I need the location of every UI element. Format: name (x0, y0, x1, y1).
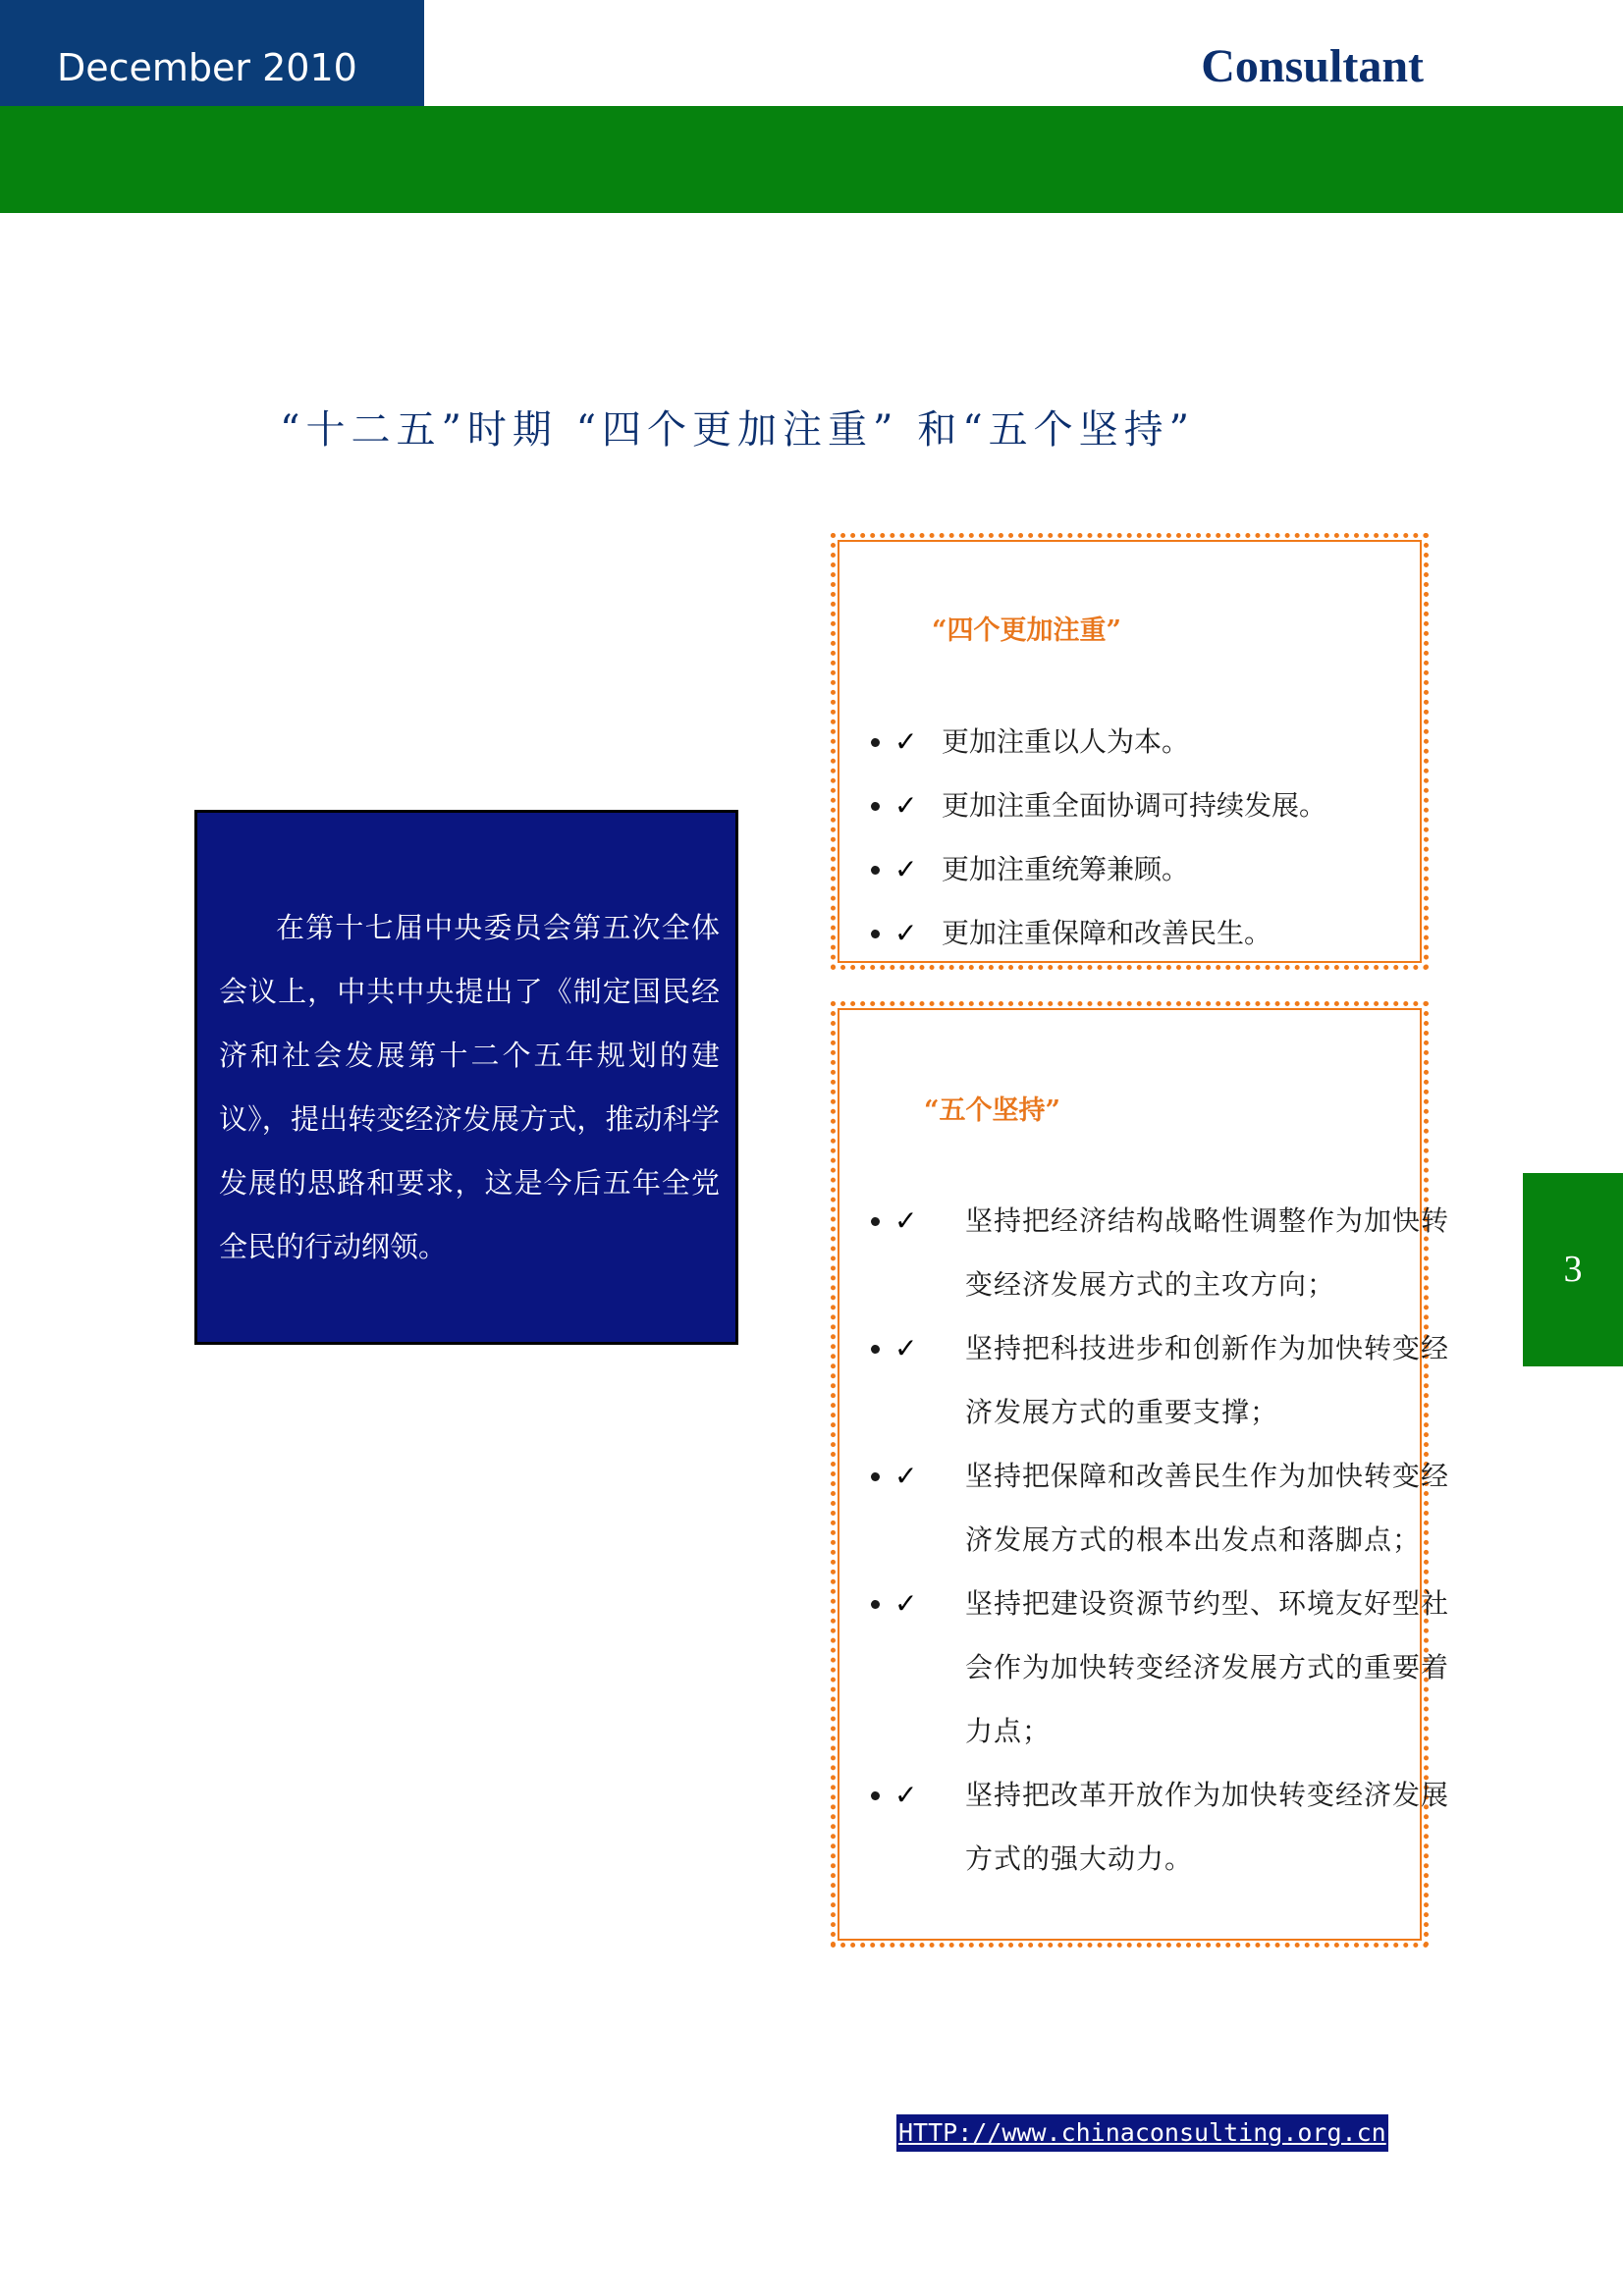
magazine-brand: Consultant (1201, 40, 1424, 92)
header-date: December 2010 (0, 0, 424, 106)
list-item (894, 786, 1444, 850)
list-item (894, 1572, 1449, 1763)
header-green-band (0, 106, 1623, 213)
page-title: “十二五”时期 “四个更加注重” 和“五个坚持” (280, 407, 1196, 453)
list-item-text: 坚持把经济结构战略性调整作为加快转变经济发展方式的主攻方向； (965, 1204, 1450, 1301)
list-item (894, 722, 1444, 786)
list-item-text: 更加注重以人为本。 (942, 725, 1190, 758)
checkmark-icon: • ✓ (894, 789, 918, 822)
four-emphases-panel (831, 533, 1429, 970)
list-item (894, 1763, 1449, 1891)
list-item-text: 坚持把保障和改善民生作为加快转变经济发展方式的根本出发点和落脚点； (965, 1460, 1450, 1556)
list-item (894, 1316, 1449, 1444)
list-item-text: 坚持把建设资源节约型、环境友好型社会作为加快转变经济发展方式的重要着力点； (965, 1587, 1450, 1747)
checkmark-icon: • ✓ (894, 1779, 919, 1811)
list-item (894, 1444, 1449, 1572)
list-item (894, 1189, 1449, 1316)
list-item-text: 坚持把科技进步和创新作为加快转变经济发展方式的重要支撑； (965, 1332, 1450, 1428)
list-item-text: 更加注重保障和改善民生。 (942, 917, 1272, 949)
checkmark-icon: • ✓ (894, 725, 918, 758)
intro-text: 在第十七届中央委员会第五次全体会议上，中共中央提出了《制定国民经济和社会发展第十二个五年规划的建议》，提出转变经济发展方式，推动科学发展的思路和要求，这是今后五年全党全民的行动纲领。 (219, 911, 720, 1263)
five-persistences-panel (831, 1001, 1450, 1948)
list-item (894, 850, 1444, 914)
checkmark-icon: • ✓ (894, 1204, 919, 1237)
checkmark-icon: • ✓ (894, 853, 918, 885)
list-item-text: 更加注重统筹兼顾。 (942, 853, 1190, 885)
list-item-text: 更加注重全面协调可持续发展。 (942, 789, 1327, 822)
four-emphases-heading: “四个更加注重” (932, 615, 1122, 646)
list-item-text: 坚持把改革开放作为加快转变经济发展方式的强大动力。 (965, 1779, 1450, 1875)
list-item (894, 914, 1444, 978)
checkmark-icon: • ✓ (894, 1460, 919, 1492)
website-link[interactable]: HTTP://www.chinaconsulting.org.cn (896, 2114, 1388, 2152)
checkmark-icon: • ✓ (894, 917, 918, 949)
five-persistences-heading: “五个坚持” (924, 1095, 1061, 1126)
checkmark-icon: • ✓ (894, 1332, 919, 1364)
checkmark-icon: • ✓ (894, 1587, 919, 1620)
intro-callout-box (194, 810, 738, 1345)
page-number-tab: 3 (1523, 1173, 1623, 1366)
five-persistences-list (855, 1189, 1449, 1891)
four-emphases-list (855, 722, 1444, 978)
